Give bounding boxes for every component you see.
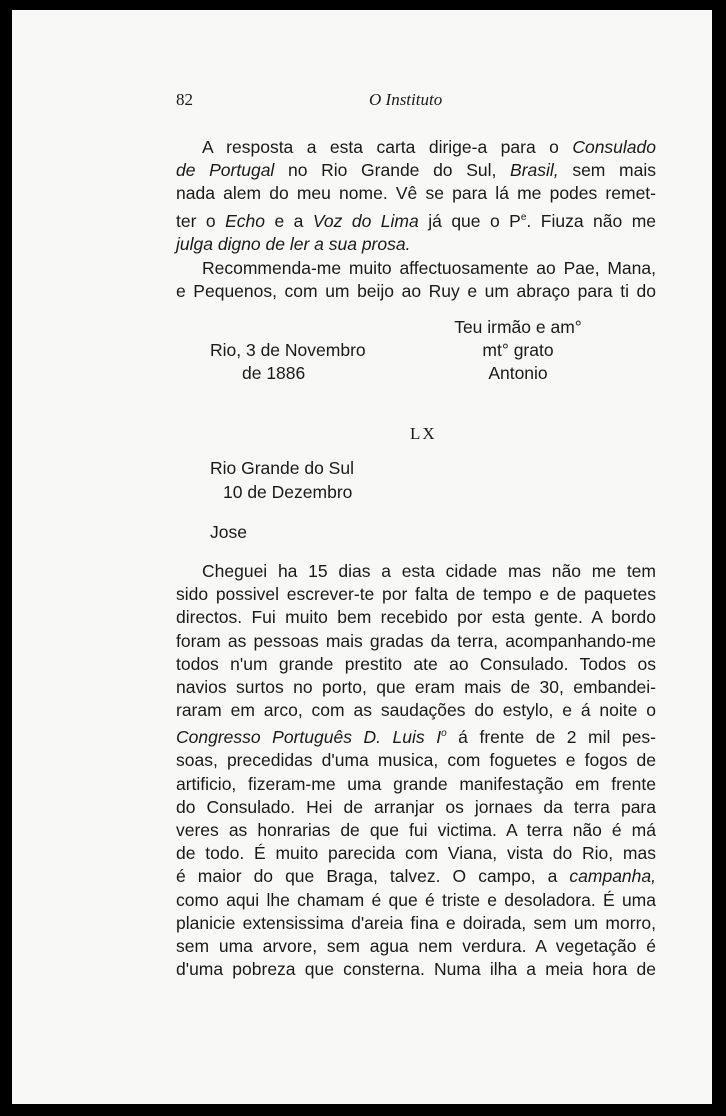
salutation: Jose: [210, 522, 247, 542]
closing-line: mt° grato: [482, 340, 554, 360]
letter-date: [210, 339, 366, 385]
closing-line: Teu irmão e am°: [454, 317, 582, 337]
text-line: do Consulado. Hei de arranjar os jornaes da terra para: [176, 796, 656, 817]
text-line: de todo. É muito parecida com Viana, vista do Rio, mas: [176, 843, 656, 864]
signature-closing: [438, 316, 598, 385]
dateline-date: 10 de Dezembro: [223, 482, 353, 502]
letter-number-heading: LX: [410, 424, 437, 443]
text-line: nada alem do meu nome. Vê se para lá me podes remet-: [176, 183, 656, 204]
text-line: veres as honrarias de que fui victima. A terra não é má: [176, 820, 656, 841]
text-line: planicie extensissima d'areia fina e doirada, sem um morro,: [176, 912, 656, 933]
text-line: artificio, fizeram-me uma grande manifestação em frente: [176, 773, 656, 794]
date-place: Rio, 3 de Novembro: [210, 340, 366, 360]
paragraph-recommenda: [176, 257, 656, 303]
text-line: navios surtos no porto, que eram mais de 30, embandei-: [176, 677, 656, 698]
text-line: raram em arco, com as saudações do estylo, e á noite o: [176, 700, 656, 721]
text-line: A resposta a esta carta dirige-a para o Consulado: [202, 137, 656, 157]
text-line: foram as pessoas mais gradas da terra, acompanhando-me: [176, 630, 656, 651]
page-number: 82: [176, 90, 193, 109]
text-line: soas, precedidas d'uma musica, com foguetes e fogos de: [176, 750, 656, 771]
text-line: sido possivel escrever-te por falta de tempo e de paquetes: [176, 584, 656, 605]
text-line: é maior do que Braga, talvez. O campo, a campanha,: [176, 866, 656, 887]
text-line: e Pequenos, com um beijo ao Ruy e um abraço para ti do: [176, 281, 656, 302]
text-line: d'uma pobreza que consterna. Numa ilha a meia hora de: [176, 959, 656, 980]
text-line: todos n'um grande prestito ate ao Consulado. Todos os: [176, 653, 656, 674]
text-line: Congresso Português D. Luis $I^o$ á frente de 2 mil pes-: [176, 727, 656, 748]
date-year: de 1886: [242, 363, 306, 383]
running-title: O Instituto: [369, 90, 443, 109]
text-line: sem uma arvore, sem agua nem verdura. A vegetação é: [176, 936, 656, 957]
text-line: Recommenda-me muito affectuosamente ao Pae, Mana,: [202, 258, 656, 278]
dateline-place: Rio Grande do Sul: [210, 458, 354, 478]
text-line: como aqui lhe chamam é que é triste e desoladora. É uma: [176, 889, 656, 910]
text-line: directos. Fui muito bem recebido por esta gente. A bordo: [176, 607, 656, 628]
text-line: Cheguei ha 15 dias a esta cidade mas não me tem: [202, 561, 656, 581]
letter-body: [176, 560, 656, 981]
text-line: ter o Echo e a Voz do Lima já que o $P^e$. Fiuza não me: [176, 210, 656, 231]
signature-name: Antonio: [488, 363, 548, 383]
paragraph-consulado: [176, 136, 656, 256]
book-page: [12, 10, 712, 1104]
text-line: de Portugal no Rio Grande do Sul, Brasil, sem mais: [176, 160, 656, 181]
text-line: julga digno de ler a sua prosa.: [176, 233, 411, 254]
